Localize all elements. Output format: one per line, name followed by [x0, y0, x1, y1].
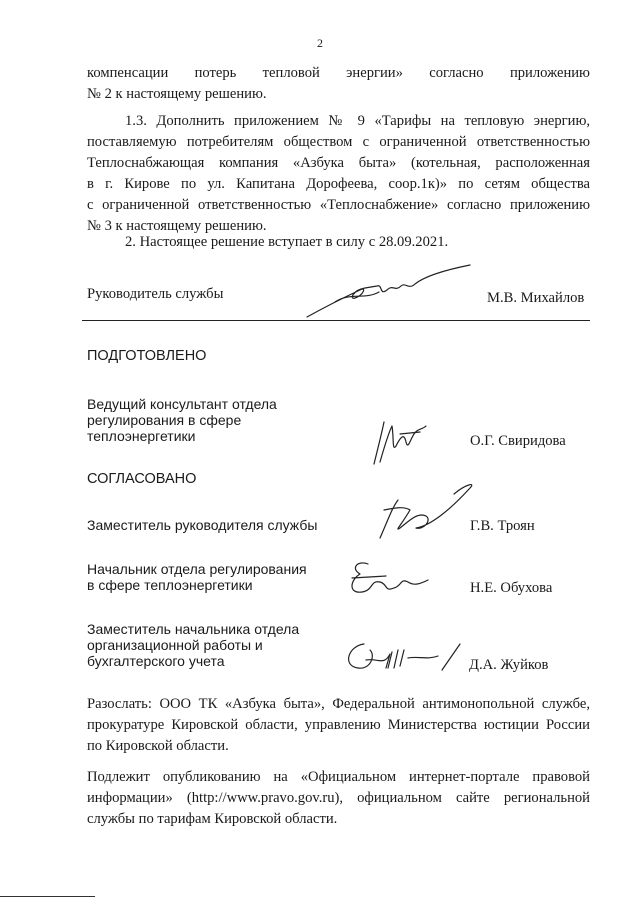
agreed-signer-2-signature-image [340, 556, 440, 600]
signature-rule [82, 320, 590, 321]
position-line: Начальник отдела регулирования [87, 561, 307, 577]
position-line: бухгалтерского учета [87, 653, 225, 669]
agreed-heading: СОГЛАСОВАНО [87, 471, 197, 487]
word: приложению [509, 65, 590, 81]
word: согласно [429, 65, 484, 81]
agreed-signer-2-position [87, 561, 307, 593]
position-line: теплоэнергетики [87, 428, 196, 444]
head-position: Руководитель службы [87, 286, 224, 302]
distribution-line: по Кировской области. [87, 738, 229, 754]
head-name: М.В. Михайлов [487, 290, 585, 306]
item-1-3-line: с ограниченной ответственностью «Теплоснабжение» согласно приложению [87, 197, 590, 213]
agreed-signer-1-signature-image [370, 480, 480, 546]
publication-block [87, 767, 590, 830]
prepared-heading: ПОДГОТОВЛЕНО [87, 348, 207, 364]
page-number: 2 [317, 36, 323, 50]
word: тепловой [262, 65, 320, 81]
prepared-position [87, 396, 277, 444]
agreed-signer-1-name: Г.В. Троян [470, 518, 535, 534]
continuation-line-2: № 2 к настоящему решению. [87, 86, 267, 102]
distribution-block [87, 694, 590, 757]
publication-line: службы по тарифам Кировской области. [87, 811, 338, 827]
agreed-signer-3-signature-image [338, 638, 463, 678]
distribution-line: Разослать: ООО ТК «Азбука быта», Федеральной антимонопольной службе, [87, 696, 590, 712]
item-1-3-line: № 3 к настоящему решению. [87, 218, 267, 234]
head-signature-image [305, 262, 475, 322]
prepared-name: О.Г. Свиридова [470, 433, 566, 449]
item-1-3-line: Теплоснабжающая компания «Азбука быта» (котельная, расположенная [87, 155, 590, 171]
word: компенсации [87, 65, 169, 81]
word: энергии» [346, 65, 403, 81]
distribution-line: прокуратуре Кировской области, управлению Министерства юстиции России [87, 717, 590, 733]
agreed-signer-2-name: Н.Е. Обухова [470, 580, 553, 596]
agreed-signer-3-name: Д.А. Жуйков [469, 657, 549, 673]
item-2: 2. Настоящее решение вступает в силу с 28.09.2021. [125, 234, 449, 250]
position-line: в сфере теплоэнергетики [87, 577, 253, 593]
word: потерь [194, 65, 237, 81]
position-line: организационной работы и [87, 637, 263, 653]
position-line: регулирования в сфере [87, 412, 242, 428]
item-1-3-line: 1.3. Дополнить приложением № 9 «Тарифы на тепловую энергию, [125, 113, 590, 129]
prepared-signature-image [370, 418, 430, 468]
position-line: Заместитель начальника отдела [87, 621, 300, 637]
publication-line: Подлежит опубликованию на «Официальном интернет-портале правовой [87, 769, 590, 785]
position-line: Ведущий консультант отдела [87, 396, 277, 412]
continuation-line-1 [87, 63, 590, 84]
position-line: Заместитель руководителя службы [87, 517, 318, 533]
item-1-3-line: поставляемую потребителям обществом с ограниченной ответственностью [87, 134, 590, 150]
agreed-signer-1-position [87, 517, 317, 533]
agreed-signer-3-position [87, 621, 299, 669]
footnote-rule [0, 896, 95, 897]
publication-line: информации» (http://www.pravo.gov.ru), официальном сайте региональной [87, 790, 590, 806]
item-1-3-line: в г. Кирове по ул. Капитана Дорофеева, соор.1к)» по сетям общества [87, 176, 590, 192]
